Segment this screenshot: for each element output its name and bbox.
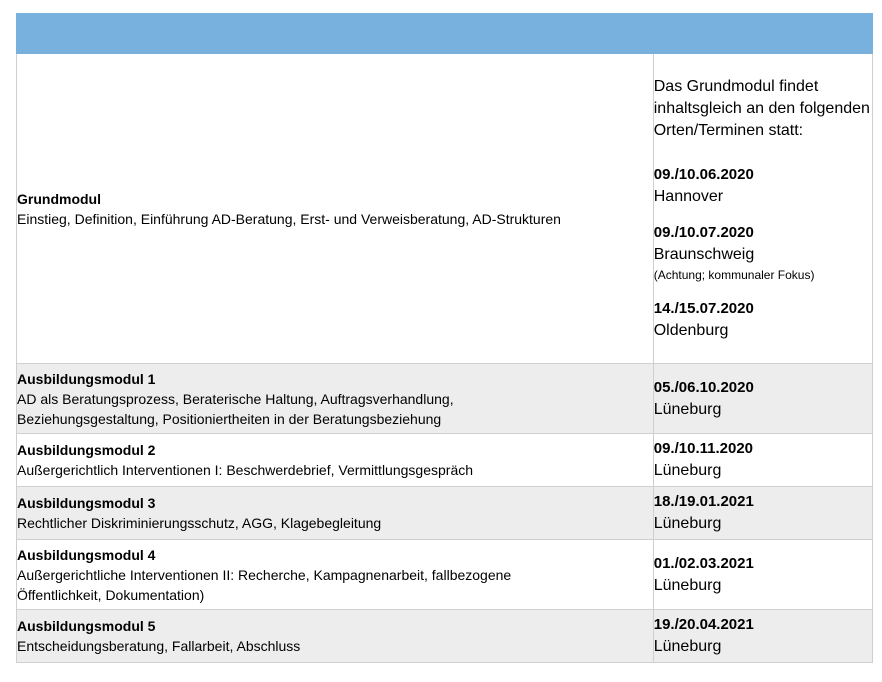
- module-cell: [17, 610, 654, 663]
- module-description: Einstieg, Definition, Einführung AD-Beratung, Erst- und Verweisberatung, AD-Strukturen: [17, 210, 561, 227]
- place-text: Oldenburg: [653, 321, 729, 339]
- module-description: Außergerichtliche Interventionen II: Recherche, Kampagnenarbeit, fallbezogene Öffentlichkeit, Dokumentation): [17, 566, 512, 603]
- dates-cell: [653, 434, 872, 487]
- dates-cell: [653, 364, 872, 434]
- header-cell-right: [653, 14, 872, 54]
- place-text: Lüneburg: [653, 515, 722, 532]
- date-text: 09./10.11.2020: [653, 440, 753, 457]
- date-text: 09./10.06.2020: [653, 165, 754, 183]
- date-text: 19./20.04.2021: [653, 616, 754, 633]
- note-text: (Achtung; kommunaler Fokus): [653, 267, 815, 282]
- module-title: Ausbildungsmodul 3: [17, 495, 156, 511]
- module-title: Ausbildungsmodul 1: [17, 370, 156, 387]
- module-title: Ausbildungsmodul 2: [17, 442, 156, 458]
- table-row: [17, 364, 873, 434]
- table-row: [17, 487, 873, 540]
- module-cell: [17, 540, 654, 610]
- module-cell: [17, 54, 654, 364]
- dates-cell: [653, 54, 872, 364]
- place-text: Hannover: [653, 187, 724, 205]
- dates-cell: [653, 610, 872, 663]
- module-title: Grundmodul: [17, 190, 101, 207]
- date-text: 14./15.07.2020: [653, 299, 754, 317]
- header-cell-left: [17, 14, 654, 54]
- table-row: [17, 540, 873, 610]
- module-cell: [17, 487, 654, 540]
- date-text: 18./19.01.2021: [653, 493, 754, 510]
- module-title: Ausbildungsmodul 4: [17, 546, 156, 563]
- table-row-grundmodul: [17, 54, 873, 364]
- date-text: 09./10.07.2020: [653, 223, 754, 241]
- dates-cell: [653, 540, 872, 610]
- module-description: Entscheidungsberatung, Fallarbeit, Abschluss: [17, 638, 301, 654]
- module-description: Außergerichtlich Interventionen I: Beschwerdebrief, Vermittlungsgespräch: [17, 462, 474, 478]
- table-header-row: [17, 14, 873, 54]
- place-text: Braunschweig: [653, 245, 755, 263]
- date-text: 01./02.03.2021: [653, 554, 754, 572]
- date-text: 05./06.10.2020: [653, 378, 754, 396]
- place-text: Lüneburg: [653, 638, 722, 655]
- intro-text: Das Grundmodul findet inhaltsgleich an den folgenden Orten/Terminen statt:: [653, 77, 870, 139]
- table-row: [17, 610, 873, 663]
- module-title: Ausbildungsmodul 5: [17, 618, 156, 634]
- schedule-table: [16, 13, 873, 663]
- place-text: Lüneburg: [653, 400, 722, 418]
- place-text: Lüneburg: [653, 462, 722, 479]
- table-row: [17, 434, 873, 487]
- module-cell: [17, 434, 654, 487]
- place-text: Lüneburg: [653, 576, 722, 594]
- module-cell: [17, 364, 654, 434]
- dates-cell: [653, 487, 872, 540]
- module-description: Rechtlicher Diskriminierungsschutz, AGG, Klagebegleitung: [17, 515, 382, 531]
- module-description: AD als Beratungsprozess, Beraterische Haltung, Auftragsverhandlung, Beziehungsgestaltung, Positioniertheiten in der Beratungsbeziehung: [17, 390, 454, 427]
